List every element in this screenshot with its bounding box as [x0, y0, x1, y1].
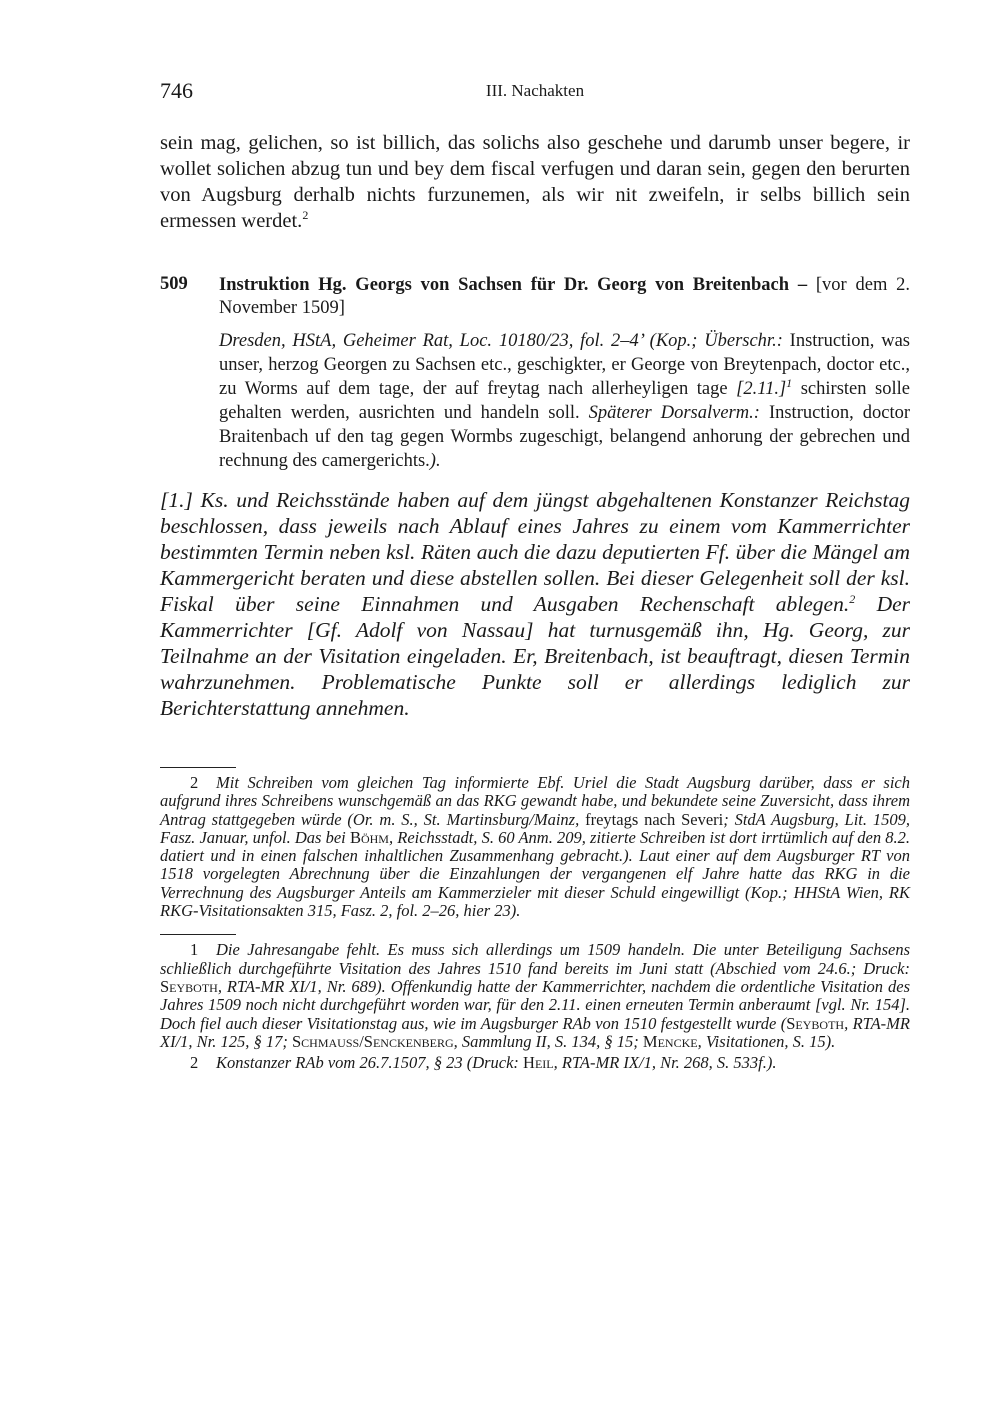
- footnote-marker: 2: [190, 1053, 199, 1073]
- footnote-block-entry: [160, 941, 910, 1072]
- author-name: Seyboth: [786, 1013, 845, 1033]
- summary-text-1: [1.] Ks. und Reichsstände haben auf dem jüngst abgehaltenen Konstanzer Reichstag beschlossen, dass jeweils nach Ablauf eines Jahres zu einem vom Kammerrichter bestimmten Termin neben ksl. Räten auch die dazu deputierten Ff. über die Mängel am Kammergericht beraten und diese abstellen sollen. Bei dieser Gelegenheit soll der ksl. Fiskal über seine Einnahmen und Ausgaben Rechenschaft ablegen.: [160, 488, 910, 616]
- section-title: III. Nachakten: [485, 81, 585, 100]
- entry-title-main: Instruktion Hg. Georgs von Sachsen für Dr. Georg von Breitenbach –: [219, 275, 808, 295]
- footnote-2: [160, 1054, 910, 1072]
- author-name: Seyboth: [160, 976, 218, 996]
- entry-title-date: [vor dem 2. November 1509]: [219, 275, 910, 318]
- footnote-rule: [160, 767, 236, 768]
- footnote-text: Mit Schreiben vom gleichen Tag informierte Ebf. Uriel die Stadt Augsburg darüber, dass er sich aufgrund ihres Schreibens wunschgemäß an das RKG gewandt habe, und bekundete seine Zuversicht, dass ihrem Antrag stattgegeben würde (Or. m. S., St. Martinsburg/Mainz,: [160, 773, 910, 829]
- footnote-block-previous: [160, 774, 910, 920]
- footnotes-entry: [160, 934, 910, 1072]
- footnote-marker: 2: [190, 773, 199, 792]
- footnote-2-previous: [160, 774, 910, 920]
- continued-paragraph: [160, 130, 910, 234]
- footnote-text: freytags nach Severi: [585, 809, 724, 829]
- source-note: [219, 329, 910, 473]
- summary-paragraph: [160, 487, 910, 721]
- summary-footnote-ref: 2: [849, 591, 856, 606]
- footnote-1: [160, 941, 910, 1051]
- footnote-text: , Sammlung II, S. 134, § 15;: [453, 1031, 639, 1051]
- footnote-text: , Reichsstadt, S. 60 Anm. 209, zitierte Schreiben ist dort irrtümlich auf den 8.2. datiert und in einen falschen inhaltlichen Zusammenhang gebracht.). Laut einer auf dem Augsburger RT von 1518 vorgelegten Abrechnung über die Einzahlungen der vergangenen elf Jahre hatte das RKG in die Verrechnung des Augsburger Anteils am Kammerzieler mit dieser Schuld eingewilligt (Kop.; HHStA Wien, RK RKG-Visitationsakten 315, Fasz. 2, fol. 2–26, hier 23).: [160, 827, 911, 921]
- footnote-rule: [160, 934, 236, 935]
- source-lead: Dresden, HStA, Geheimer Rat, Loc. 10180/23, fol. 2–4’ (Kop.; Überschr.:: [219, 331, 783, 351]
- source-date: [2.11.]: [736, 379, 787, 399]
- author-name: Böhm: [349, 827, 389, 847]
- source-end: ).: [429, 451, 441, 471]
- footnote-text: Konstanzer RAb vom 26.7.1507, § 23 (Druck:: [216, 1053, 519, 1073]
- page: [160, 78, 910, 1072]
- footnote-marker: 1: [190, 940, 199, 960]
- author-name: Mencke: [642, 1031, 698, 1051]
- source-text-2: schirsten solle gehalten werden, ausrichten und handeln soll.: [219, 379, 910, 423]
- dorsal-text: Instruction, doctor Braitenbach uf den tag gegen Wormbs zugeschigt, belangend anhorung der gebrechen und rechnung des camergerichts.: [219, 403, 911, 471]
- author-name: Schmauss/Senckenberg: [292, 1031, 454, 1051]
- author-name: Heil: [523, 1053, 554, 1073]
- footnotes-previous: [160, 767, 910, 920]
- footnote-text: , Visitationen, S. 15).: [697, 1031, 836, 1051]
- source-text-1: Instruction, was unser, herzog Georgen zu Sachsen etc., geschigkter, er George von Breytenpach, doctor etc., zu Worms auf dem tage, der auf freytag nach allerheyligen tage: [219, 331, 910, 399]
- footnote-text: Die Jahresangabe fehlt. Es muss sich allerdings um 1509 handeln. Die unter Beteiligung Sachsens schließlich durchgeführte Visitation des Jahres 1510 fand bereits im Juni statt (Abschied vom 24.6.; Druck:: [160, 940, 910, 978]
- summary-text-2: Der Kammerrichter [Gf. Adolf von Nassau] hat turnusgemäß ihn, Hg. Georg, zur Teilnahme an der Visitation eingeladen. Er, Breitenbach, ist beauftragt, diesen Termin wahrzunehmen. Problematische Punkte soll er allerdings lediglich zur Berichterstattung annehmen.: [160, 592, 910, 720]
- document-entry: [160, 274, 910, 473]
- footnote-text: , RTA-MR XI/1, Nr. 125, § 17;: [160, 1013, 910, 1051]
- running-head: [160, 78, 910, 110]
- footnote-ref: 2: [302, 208, 309, 223]
- continued-text: sein mag, gelichen, so ist billich, das solichs also geschehe und darumb unser begere, ir wollet solichen abzug tun und bey dem fiscal verfugen und daran sein, gegen den berurten von Augsburg derhalb nichts furzunemen, als wir nit zweifeln, ir selbs billich sein ermessen werdet.: [160, 132, 910, 232]
- footnote-text: , RTA-MR IX/1, Nr. 268, S. 533f.).: [553, 1053, 777, 1073]
- page-number: 746: [160, 78, 193, 103]
- footnote-text: , RTA-MR XI/1, Nr. 689). Offenkundig hatte der Kammerrichter, nachdem die ordentliche Visitation des Jahres 1509 noch nicht durchgeführt worden war, für den 2.11. einen erneuten Termin anberaumt [vgl. Nr. 154]. Doch fiel auch dieser Visitationstag aus, wie im Augsburger RAb von 1510 festgestellt wurde (: [160, 976, 910, 1033]
- entry-number: 509: [160, 274, 188, 294]
- footnote-text: ; StdA Augsburg, Lit. 1509, Fasz. Januar, unfol. Das bei: [160, 809, 910, 847]
- dorsal-label: Späterer Dorsalverm.:: [588, 403, 760, 423]
- source-footnote-ref: 1: [786, 375, 793, 390]
- entry-title: [219, 274, 910, 320]
